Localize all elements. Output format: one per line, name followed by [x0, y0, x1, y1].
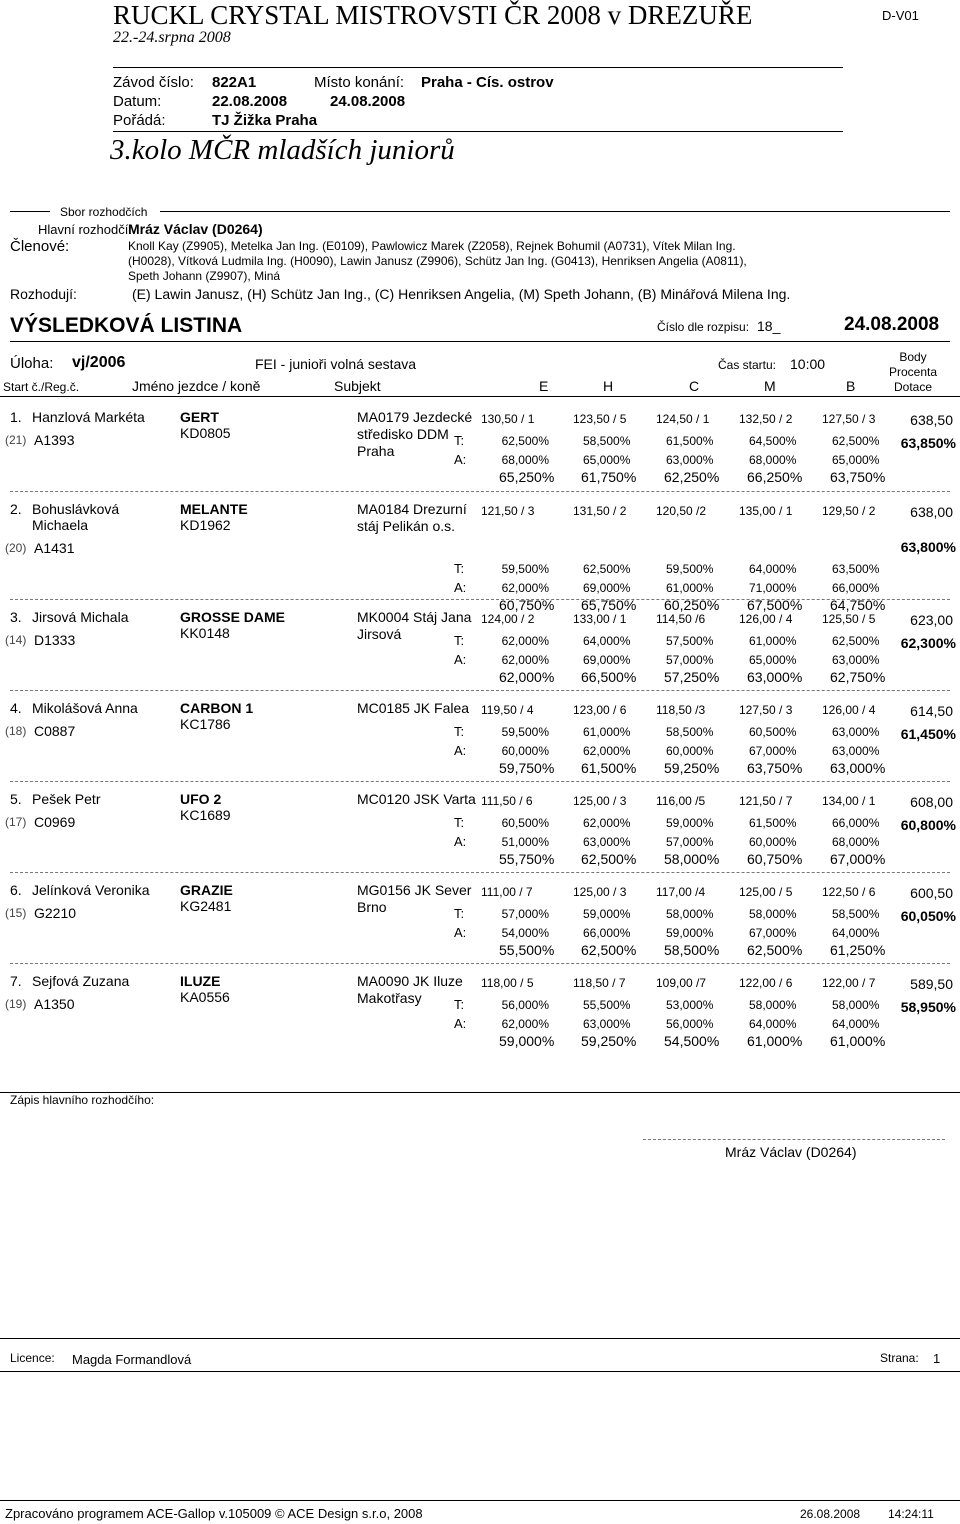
judge-pct: 61,750%: [581, 469, 637, 485]
col-start: Start č./Reg.č.: [3, 380, 80, 394]
judge-t-pct: 62,000%: [583, 816, 631, 830]
judge-t-pct: 64,000%: [749, 562, 797, 576]
reg-number: C0887: [34, 723, 76, 739]
reg-number: A1350: [34, 996, 75, 1012]
a-label: A:: [454, 452, 467, 467]
t-label: T:: [454, 433, 465, 448]
judge-pct: 66,500%: [581, 669, 637, 685]
subject-line-1: MA0090 JK Iluze: [357, 973, 463, 989]
judge-a-pct: 67,000%: [749, 926, 797, 940]
total-percent: 60,800%: [900, 817, 956, 833]
rider-name: Pešek Petr: [32, 791, 101, 807]
datum-to: 24.08.2008: [330, 93, 406, 110]
print-date: 26.08.2008: [800, 1507, 861, 1521]
judge-a-pct: 63,000%: [666, 453, 714, 467]
a-label: A:: [454, 925, 467, 940]
judge-a-pct: 61,000%: [666, 581, 714, 595]
judge-score: 127,50 / 3: [822, 412, 876, 426]
a-label: A:: [454, 834, 467, 849]
deciding-value: (E) Lawin Janusz, (H) Schütz Jan Ing., (C) Henriksen Angelia, (M) Speth Johann, (B) Minářová Milena Ing.: [132, 286, 791, 302]
total-points: 600,50: [910, 885, 953, 901]
judge-a-pct: 59,000%: [666, 926, 714, 940]
start-time-label: Čas startu:: [718, 358, 777, 372]
total-percent: 61,450%: [900, 726, 956, 742]
judge-t-pct: 58,000%: [832, 998, 880, 1012]
reg-number: C0969: [34, 814, 76, 830]
horse-name: GRAZIE: [180, 882, 233, 898]
horse-name: CARBON 1: [180, 700, 254, 716]
judge-pct: 58,500%: [664, 942, 720, 958]
judge-t-pct: 62,500%: [583, 562, 631, 576]
judge-score: 127,50 / 3: [739, 703, 793, 717]
subject-line-2: Makotřasy: [357, 990, 422, 1006]
judge-score: 126,00 / 4: [822, 703, 876, 717]
place: 7.: [10, 973, 22, 989]
judge-pct: 67,500%: [747, 597, 803, 613]
judge-pct: 66,250%: [747, 469, 803, 485]
judge-a-pct: 64,000%: [832, 1017, 880, 1031]
judge-t-pct: 53,000%: [666, 998, 714, 1012]
judge-score: 124,50 / 1: [656, 412, 710, 426]
results-date: 24.08.2008: [844, 314, 940, 335]
subject-line-1: MA0184 Drezurní: [357, 501, 467, 517]
total-points: 614,50: [910, 703, 953, 719]
header-rule: [113, 67, 843, 68]
judge-pct: 61,250%: [830, 942, 886, 958]
reg-number: A1431: [34, 540, 75, 556]
judge-a-pct: 68,000%: [749, 453, 797, 467]
judge-score: 121,50 / 3: [481, 504, 535, 518]
judge-pct: 55,750%: [499, 851, 555, 867]
total-percent: 58,950%: [900, 999, 956, 1015]
judge-pct: 63,750%: [747, 760, 803, 776]
col-subject: Subjekt: [334, 378, 381, 394]
row-divider: [10, 963, 950, 964]
judge-t-pct: 61,000%: [583, 725, 631, 739]
a-label: A:: [454, 580, 467, 595]
subject-line-2: stáj Pelikán o.s.: [357, 518, 456, 534]
judge-score: 120,50 /2: [656, 504, 707, 518]
rider-name: Mikolášová Anna: [32, 700, 138, 716]
rider-name: Jirsová Michala: [32, 609, 129, 625]
zavod-label: Závod číslo:: [113, 74, 194, 91]
judge-pct: 67,000%: [830, 851, 886, 867]
row-divider: [10, 599, 950, 600]
deciding-label: Rozhodují:: [10, 286, 77, 302]
t-label: T:: [454, 815, 465, 830]
subject-line-1: MK0004 Stáj Jana: [357, 609, 472, 625]
col-rider: Jméno jezdce / koně: [132, 378, 261, 394]
judge-t-pct: 61,000%: [749, 634, 797, 648]
judge-a-pct: 60,000%: [666, 744, 714, 758]
uloha-value: vj/2006: [72, 354, 126, 371]
place: 3.: [10, 609, 22, 625]
judge-pct: 62,500%: [581, 851, 637, 867]
a-label: A:: [454, 652, 467, 667]
judge-pct: 55,500%: [499, 942, 555, 958]
judge-pct: 54,500%: [664, 1033, 720, 1049]
judge-a-pct: 65,000%: [832, 453, 880, 467]
judge-pct: 61,000%: [747, 1033, 803, 1049]
judge-t-pct: 60,500%: [501, 816, 549, 830]
start-number: (19): [5, 997, 27, 1011]
members-label: Členové:: [10, 238, 70, 255]
judge-a-pct: 51,000%: [501, 835, 549, 849]
judge-pct: 59,000%: [499, 1033, 555, 1049]
col-h: H: [603, 378, 614, 394]
judge-t-pct: 57,000%: [501, 907, 549, 921]
judge-pct: 63,000%: [830, 760, 886, 776]
porada-value: TJ Žižka Praha: [212, 112, 318, 129]
judge-a-pct: 57,000%: [666, 653, 714, 667]
place: 5.: [10, 791, 22, 807]
col-e: E: [539, 378, 549, 394]
row-divider: [10, 872, 950, 873]
total-points: 638,00: [910, 504, 953, 520]
results-title: VÝSLEDKOVÁ LISTINA: [10, 314, 243, 337]
judge-a-pct: 71,000%: [749, 581, 797, 595]
judges-rule-right: [160, 211, 950, 212]
judge-t-pct: 62,500%: [501, 434, 549, 448]
judge-pct: 63,000%: [747, 669, 803, 685]
judge-a-pct: 68,000%: [501, 453, 549, 467]
judge-t-pct: 58,500%: [666, 725, 714, 739]
judge-score: 122,00 / 6: [739, 976, 793, 990]
horse-id: KC1689: [180, 807, 231, 823]
judge-score: 122,00 / 7: [822, 976, 876, 990]
judge-a-pct: 66,000%: [583, 926, 631, 940]
total-percent: 63,800%: [900, 539, 956, 555]
program-text: Zpracováno programem ACE-Gallop v.105009 © ACE Design s.r.o, 2008: [5, 1506, 423, 1521]
judge-a-pct: 56,000%: [666, 1017, 714, 1031]
horse-name: GROSSE DAME: [180, 609, 286, 625]
subject-line-1: MG0156 JK Sever: [357, 882, 472, 898]
col-dotace: Dotace: [893, 380, 933, 394]
rider-name: Bohuslávková: [32, 501, 120, 517]
judge-pct: 62,000%: [499, 669, 555, 685]
col-procenta: Procenta: [888, 365, 938, 379]
zavod-value: 822A1: [212, 74, 257, 91]
event-dates: 22.-24.srpna 2008: [113, 29, 231, 46]
subject-line-1: MA0179 Jezdecké: [357, 409, 473, 425]
judge-a-pct: 63,000%: [832, 744, 880, 758]
horse-name: UFO 2: [180, 791, 222, 807]
t-label: T:: [454, 906, 465, 921]
rozpis-value: 18_: [757, 318, 781, 334]
judge-score: 125,00 / 5: [739, 885, 793, 899]
judge-t-pct: 62,500%: [832, 634, 880, 648]
judge-t-pct: 58,500%: [832, 907, 880, 921]
porada-label: Pořádá:: [113, 112, 166, 129]
judge-score: 116,00 /5: [656, 794, 706, 808]
total-points: 623,00: [910, 612, 953, 628]
judge-score: 118,50 / 7: [573, 976, 626, 990]
head-judge-value: Mráz Václav (D0264): [128, 221, 263, 237]
horse-id: KC1786: [180, 716, 231, 732]
place: 2.: [10, 501, 22, 517]
total-percent: 63,850%: [900, 435, 956, 451]
start-number: (14): [5, 633, 27, 647]
judge-score: 124,00 / 2: [481, 612, 535, 626]
horse-name: MELANTE: [180, 501, 248, 517]
t-label: T:: [454, 724, 465, 739]
judge-a-pct: 62,000%: [501, 653, 549, 667]
t-label: T:: [454, 997, 465, 1012]
strana-value: 1: [933, 1351, 941, 1366]
head-judge-label: Hlavní rozhodčí:: [38, 222, 132, 237]
place: 1.: [10, 409, 22, 425]
start-number: (17): [5, 815, 27, 829]
horse-id: KD1962: [180, 517, 231, 533]
total-percent: 62,300%: [900, 635, 956, 651]
licence-rule-bottom: [0, 1371, 960, 1372]
header-rule-2: [113, 131, 843, 132]
judge-score: 135,00 / 1: [739, 504, 793, 518]
judge-pct: 59,250%: [664, 760, 720, 776]
rider-name: Sejfová Zuzana: [32, 973, 130, 989]
judge-t-pct: 63,500%: [832, 562, 880, 576]
judge-score: 134,00 / 1: [822, 794, 876, 808]
judge-t-pct: 58,000%: [666, 907, 714, 921]
judge-t-pct: 59,000%: [583, 907, 631, 921]
judge-pct: 60,750%: [747, 851, 803, 867]
judge-pct: 61,000%: [830, 1033, 886, 1049]
judge-score: 125,00 / 3: [573, 794, 627, 808]
subject-line-1: MC0185 JK Falea: [357, 700, 470, 716]
rider-name-2: Michaela: [32, 517, 89, 533]
licence-value: Magda Formandlová: [72, 1352, 192, 1367]
judge-a-pct: 63,000%: [583, 835, 631, 849]
zapis-label: Zápis hlavního rozhodčího:: [10, 1093, 155, 1107]
judge-pct: 57,250%: [664, 669, 720, 685]
judge-score: 132,50 / 2: [739, 412, 793, 426]
horse-id: KD0805: [180, 425, 231, 441]
judge-score: 117,00 /4: [656, 885, 706, 899]
judge-t-pct: 59,000%: [666, 816, 714, 830]
col-c: C: [689, 378, 700, 394]
judge-pct: 62,500%: [747, 942, 803, 958]
judge-score: 114,50 /6: [656, 612, 706, 626]
horse-id: KK0148: [180, 625, 230, 641]
subject-line-2: středisko DDM: [357, 426, 449, 442]
judge-t-pct: 58,000%: [749, 907, 797, 921]
start-number: (20): [5, 541, 27, 555]
judge-score: 121,50 / 7: [739, 794, 793, 808]
table-head-rule: [0, 396, 960, 397]
judge-pct: 64,750%: [830, 597, 886, 613]
judge-t-pct: 58,000%: [749, 998, 797, 1012]
a-label: A:: [454, 1016, 467, 1031]
licence-rule-top: [0, 1338, 960, 1339]
row-divider: [10, 690, 950, 691]
judge-t-pct: 64,000%: [583, 634, 631, 648]
start-number: (18): [5, 724, 27, 738]
row-divider: [10, 781, 950, 782]
judge-t-pct: 59,500%: [501, 725, 549, 739]
judge-score: 125,00 / 3: [573, 885, 627, 899]
start-number: (15): [5, 906, 27, 920]
start-time-value: 10:00: [790, 356, 826, 372]
judge-a-pct: 60,000%: [501, 744, 549, 758]
total-percent: 60,050%: [900, 908, 956, 924]
judge-pct: 65,250%: [499, 469, 555, 485]
misto-label: Místo konání:: [314, 74, 405, 91]
judge-pct: 60,750%: [499, 597, 555, 613]
judge-t-pct: 59,500%: [501, 562, 549, 576]
judge-score: 119,50 / 4: [481, 703, 534, 717]
judge-score: 123,50 / 5: [573, 412, 627, 426]
subject-line-2: Jirsová: [357, 626, 402, 642]
judge-t-pct: 63,000%: [832, 725, 880, 739]
judge-score: 123,00 / 6: [573, 703, 627, 717]
subject-line-3: Praha: [357, 443, 395, 459]
judge-a-pct: 64,000%: [832, 926, 880, 940]
reg-number: D1333: [34, 632, 76, 648]
rozpis-label: Číslo dle rozpisu:: [657, 320, 750, 334]
judge-a-pct: 63,000%: [583, 1017, 631, 1031]
total-points: 608,00: [910, 794, 953, 810]
judge-a-pct: 54,000%: [501, 926, 549, 940]
signature-line: [643, 1139, 945, 1140]
judge-score: 131,50 / 2: [573, 504, 627, 518]
uloha-label: Úloha:: [10, 355, 54, 372]
strana-label: Strana:: [880, 1351, 919, 1365]
horse-name: ILUZE: [180, 973, 221, 989]
judge-t-pct: 66,000%: [832, 816, 880, 830]
licence-label: Licence:: [10, 1351, 55, 1365]
judge-score: 129,50 / 2: [822, 504, 876, 518]
judge-score: 118,50 /3: [656, 703, 706, 717]
round-title: 3.kolo MČR mladších juniorů: [110, 134, 455, 166]
members-line-1: Knoll Kay (Z9905), Metelka Jan Ing. (E0109), Pawlowicz Marek (Z2058), Rejnek Bohumil (A0731), Vítek Milan Ing.: [128, 239, 736, 253]
judge-pct: 62,750%: [830, 669, 886, 685]
judge-t-pct: 58,500%: [583, 434, 631, 448]
judge-t-pct: 62,500%: [832, 434, 880, 448]
horse-id: KG2481: [180, 898, 232, 914]
judge-a-pct: 67,000%: [749, 744, 797, 758]
judge-score: 130,50 / 1: [481, 412, 535, 426]
place: 4.: [10, 700, 22, 716]
judge-score: 118,00 / 5: [481, 976, 534, 990]
rider-name: Hanzlová Markéta: [32, 409, 145, 425]
subject-line-1: MC0120 JSK Varta: [357, 791, 476, 807]
judge-t-pct: 56,000%: [501, 998, 549, 1012]
judge-pct: 59,250%: [581, 1033, 637, 1049]
judges-section-label: Sbor rozhodčích: [60, 205, 148, 219]
judge-pct: 59,750%: [499, 760, 555, 776]
judges-rule-left: [10, 211, 50, 212]
judge-a-pct: 69,000%: [583, 653, 631, 667]
judge-score: 111,00 / 7: [481, 885, 533, 899]
misto-value: Praha - Cís. ostrov: [421, 74, 554, 91]
form-code: D-V01: [882, 8, 919, 23]
members-line-3: Speth Johann (Z9907), Miná: [128, 269, 281, 283]
print-time: 14:24:11: [888, 1507, 934, 1521]
judge-score: 126,00 / 4: [739, 612, 793, 626]
judge-score: 109,00 /7: [656, 976, 707, 990]
event-title: RUCKL CRYSTAL MISTROVSTI ČR 2008 v DREZUŘE: [113, 0, 753, 30]
rider-name: Jelínková Veronika: [32, 882, 150, 898]
judge-a-pct: 60,000%: [749, 835, 797, 849]
t-label: T:: [454, 561, 465, 576]
signature-name: Mráz Václav (D0264): [725, 1144, 857, 1160]
judge-t-pct: 57,500%: [666, 634, 714, 648]
t-label: T:: [454, 633, 465, 648]
start-number: (21): [5, 433, 27, 447]
horse-name: GERT: [180, 409, 219, 425]
reg-number: G2210: [34, 905, 77, 921]
judge-pct: 62,500%: [581, 942, 637, 958]
col-m: M: [764, 378, 776, 394]
judge-a-pct: 65,000%: [749, 653, 797, 667]
judge-a-pct: 62,000%: [501, 1017, 549, 1031]
judge-score: 125,50 / 5: [822, 612, 876, 626]
col-body: Body: [899, 350, 927, 364]
members-line-2: (H0028), Vítková Ludmila Ing. (H0090), Lawin Janusz (Z9906), Schütz Jan Ing. (G0413), Henriksen Angelia (A0811),: [128, 254, 747, 268]
judge-a-pct: 65,000%: [583, 453, 631, 467]
judge-pct: 65,750%: [581, 597, 637, 613]
a-label: A:: [454, 743, 467, 758]
judge-score: 111,50 / 6: [481, 794, 533, 808]
judge-a-pct: 62,000%: [501, 581, 549, 595]
task-name: FEI - junioři volná sestava: [255, 356, 417, 372]
subject-line-2: Brno: [357, 899, 387, 915]
judge-pct: 62,250%: [664, 469, 720, 485]
judge-t-pct: 64,500%: [749, 434, 797, 448]
judge-t-pct: 61,500%: [666, 434, 714, 448]
judge-t-pct: 62,000%: [501, 634, 549, 648]
title-rule: [10, 341, 950, 342]
program-rule: [0, 1500, 960, 1501]
datum-label: Datum:: [113, 93, 162, 110]
judge-a-pct: 69,000%: [583, 581, 631, 595]
place: 6.: [10, 882, 22, 898]
total-points: 589,50: [910, 976, 953, 992]
judge-t-pct: 55,500%: [583, 998, 631, 1012]
judge-pct: 61,500%: [581, 760, 637, 776]
judge-score: 133,00 / 1: [573, 612, 627, 626]
total-points: 638,50: [910, 412, 953, 428]
judge-a-pct: 57,000%: [666, 835, 714, 849]
judge-pct: 60,250%: [664, 597, 720, 613]
col-b: B: [846, 378, 856, 394]
judge-pct: 63,750%: [830, 469, 886, 485]
judge-a-pct: 68,000%: [832, 835, 880, 849]
horse-id: KA0556: [180, 989, 230, 1005]
judge-score: 122,50 / 6: [822, 885, 876, 899]
reg-number: A1393: [34, 432, 75, 448]
row-divider: [10, 491, 950, 492]
judge-t-pct: 61,500%: [749, 816, 797, 830]
judge-a-pct: 66,000%: [832, 581, 880, 595]
judge-a-pct: 63,000%: [832, 653, 880, 667]
judge-t-pct: 60,500%: [749, 725, 797, 739]
judge-t-pct: 59,500%: [666, 562, 714, 576]
datum-from: 22.08.2008: [212, 93, 288, 110]
judge-pct: 58,000%: [664, 851, 720, 867]
judge-a-pct: 62,000%: [583, 744, 631, 758]
judge-a-pct: 64,000%: [749, 1017, 797, 1031]
